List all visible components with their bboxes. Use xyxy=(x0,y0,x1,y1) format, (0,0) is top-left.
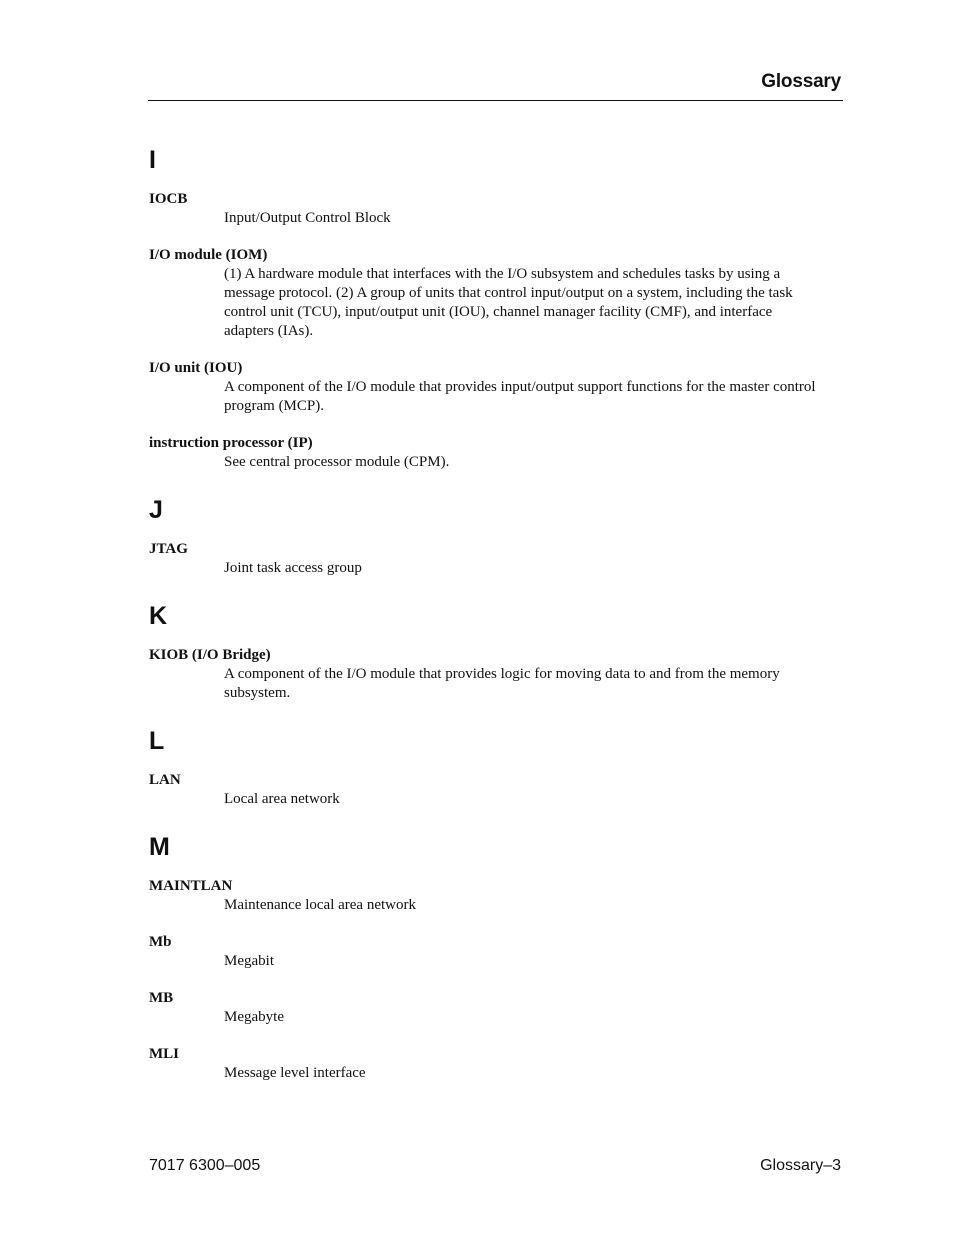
glossary-entry xyxy=(149,434,839,472)
glossary-entry xyxy=(149,1045,839,1083)
entry-definition: See central processor module (CPM). xyxy=(224,454,450,470)
glossary-section-i xyxy=(149,144,839,472)
section-letter: J xyxy=(149,496,163,524)
entry-definition: Message level interface xyxy=(224,1065,366,1081)
entry-definition: A component of the I/O module that provides input/output support functions for the master control program (MCP). xyxy=(224,379,816,414)
glossary-entry xyxy=(149,359,839,416)
entry-term: I/O module (IOM) xyxy=(149,247,268,263)
glossary-entry xyxy=(149,540,839,578)
glossary-section-l xyxy=(149,725,839,809)
section-letter: L xyxy=(149,727,165,755)
glossary-entry xyxy=(149,646,839,703)
glossary-section-m xyxy=(149,831,839,1083)
entry-definition: Local area network xyxy=(224,791,340,807)
page-header xyxy=(148,70,843,101)
page-title: Glossary xyxy=(761,71,841,92)
entry-definition: Maintenance local area network xyxy=(224,897,416,913)
entry-definition: (1) A hardware module that interfaces with the I/O subsystem and schedules tasks by using a message protocol. (2) A group of units that control input/output on a system, including the task control unit (TCU), input/output unit (IOU), channel manager facility (CMF), and interface adapters (IAs). xyxy=(224,266,793,339)
entry-term: KIOB (I/O Bridge) xyxy=(149,647,271,663)
section-letter: I xyxy=(149,146,156,174)
entry-definition: A component of the I/O module that provides logic for moving data to and from the memory subsystem. xyxy=(224,666,780,701)
glossary-entry xyxy=(149,933,839,971)
glossary-section-k xyxy=(149,600,839,703)
entry-definition: Megabyte xyxy=(224,1009,284,1025)
entry-term: MB xyxy=(149,990,174,1006)
entry-definition: Input/Output Control Block xyxy=(224,210,391,226)
document-number: 7017 6300–005 xyxy=(149,1157,261,1174)
glossary-content xyxy=(149,144,839,1083)
entry-term: Mb xyxy=(149,934,172,950)
glossary-entry xyxy=(149,989,839,1027)
entry-term: JTAG xyxy=(149,541,188,557)
glossary-entry xyxy=(149,246,839,341)
glossary-entry xyxy=(149,771,839,809)
glossary-entry xyxy=(149,190,839,228)
glossary-entry xyxy=(149,877,839,915)
section-letter: M xyxy=(149,833,170,861)
entry-term: I/O unit (IOU) xyxy=(149,360,243,376)
entry-term: LAN xyxy=(149,772,181,788)
page-number: Glossary–3 xyxy=(760,1157,841,1174)
section-letter: K xyxy=(149,602,168,630)
entry-definition: Joint task access group xyxy=(224,560,362,576)
entry-term: IOCB xyxy=(149,191,188,207)
entry-term: instruction processor (IP) xyxy=(149,435,313,451)
entry-definition: Megabit xyxy=(224,953,274,969)
glossary-section-j xyxy=(149,494,839,578)
entry-term: MLI xyxy=(149,1046,179,1062)
entry-term: MAINTLAN xyxy=(149,878,233,894)
